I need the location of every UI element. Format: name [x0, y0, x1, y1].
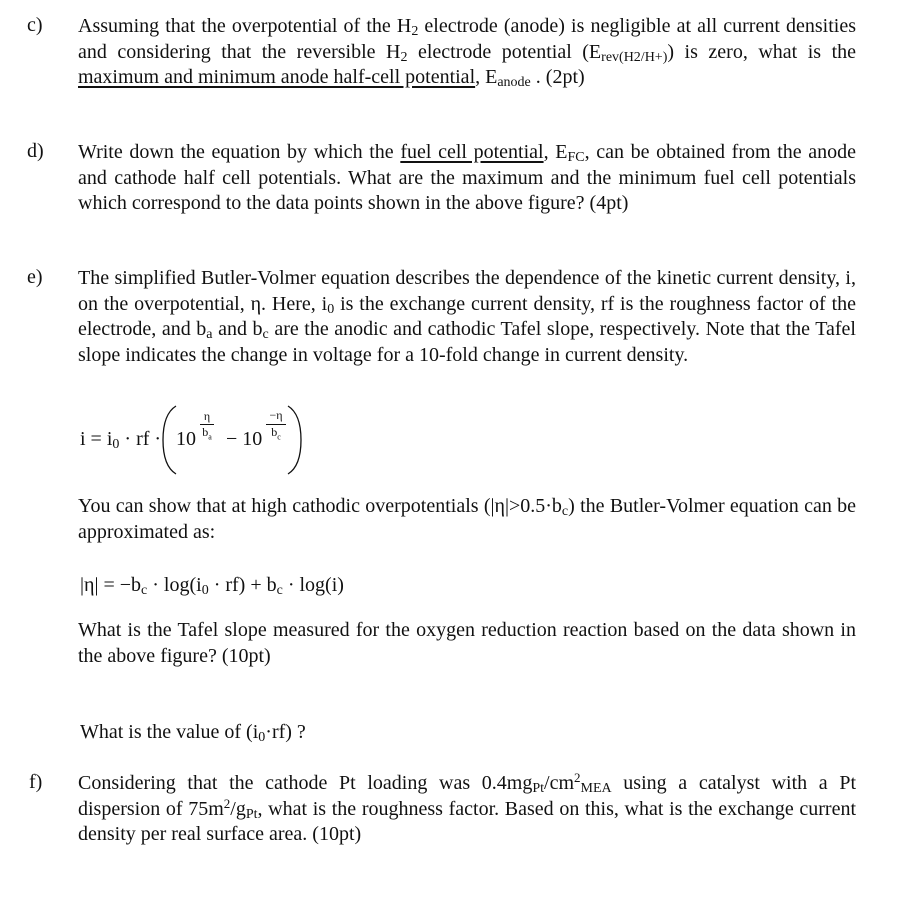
- question-e-text: The simplified Butler-Volmer equation describes the dependence of the kinetic current density, i, on the overpotential, η. Here, $i_0$ is the exchange current density, rf is the roughness factor of the electrode, and $b_a$ and $b_c$ are the anodic and cathodic Tafel slope, respectively. Note that the Tafel slope indicates the change in voltage for a 10-fold change in current density.: [78, 267, 857, 366]
- question-io-rf: What is the value of $(i_0\cdot rf)$ ?: [80, 721, 306, 745]
- question-c-text: Assuming that the overpotential of the $H_2$ electrode (anode) is negligible at all current densities and considering that the reversible $H_2$ electrode potential $(E_{rev(H2/H+)})$ is zero, what is the maximum and minimum anode half-cell potential, $E_{anode}$ . (2pt): [78, 15, 856, 90]
- eq1-minus-ten: − 10: [226, 428, 263, 450]
- label-f: f): [29, 771, 43, 793]
- exp2-denominator: $b_c$: [271, 425, 281, 442]
- underlined-fuel-cell-potential: fuel cell potential: [400, 141, 544, 163]
- tafel-approximation-equation: $|\eta| = -b_c \cdot \log(i_0 \cdot rf) + b_c \cdot \log(i)$: [80, 574, 344, 598]
- exp2-numerator: −η: [269, 408, 283, 422]
- question-f-text: Considering that the cathode Pt loading was $0.4mg_{Pt}/cm^2_{MEA}$ using a catalyst with a Pt dispersion of $75m^2/g_{Pt}$, what is the roughness factor. Based on this, what is the exchange current density per real surface area. (10pt): [78, 770, 856, 845]
- eq1-ten-1: 10: [176, 428, 196, 450]
- question-d-text: Write down the equation by which the fuel cell potential, $E_{FC}$, can be obtained from the anode and cathode half cell potentials. What are the maximum and the minimum fuel cell potentials which correspond to the data points shown in the above figure? (4pt): [78, 141, 857, 214]
- label-d: d): [27, 140, 44, 162]
- question-tafel-slope: What is the Tafel slope measured for the oxygen reduction reaction based on the data shown in the above figure? (10pt): [78, 619, 856, 667]
- label-c: c): [27, 14, 43, 36]
- label-e: e): [27, 266, 43, 288]
- eq1-lhs: $i = i_0$ · rf ·: [80, 428, 162, 452]
- approximation-intro: You can show that at high cathodic overpotentials $(|\eta|>0.5\cdot b_c)$ the Butler-Volmer equation can be approximated as:: [78, 495, 857, 543]
- underlined-anode-potential: maximum and minimum anode half-cell potential: [78, 66, 476, 88]
- exp1-denominator: $b_a$: [202, 425, 212, 442]
- exp1-numerator: η: [203, 409, 211, 423]
- right-paren-icon: [286, 404, 304, 476]
